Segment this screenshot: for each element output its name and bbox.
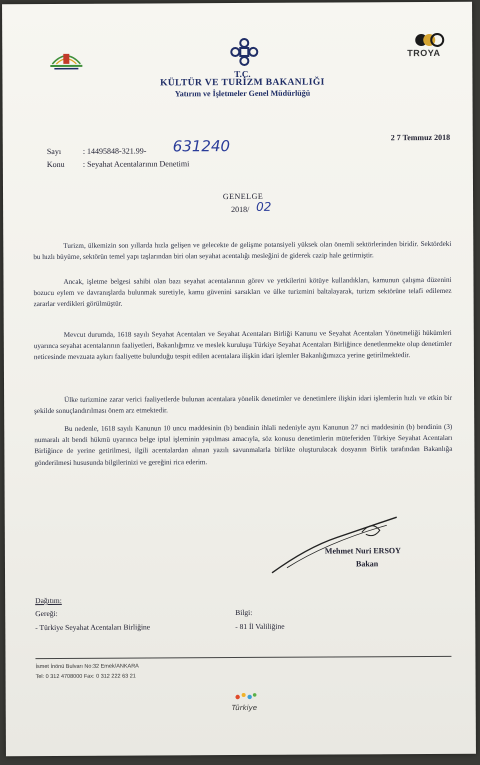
signatory-name: Mehmet Nuri ERSOY — [324, 546, 401, 556]
paragraph-1: Turizm, ülkemizin son yıllarda hızla gelişen ve gelecekte de gelişme potansiyeli yüksek olan önemli sektörlerinden biridir. Sektördeki bu hızlı büyüme, sektörün temel yapı taşlarından biri olan seyahat acentalığı mesleğini de giderek cazip hale getirmiştir. — [33, 239, 452, 262]
header-department: Yatırım ve İşletmeler Genel Müdürlüğü — [174, 88, 311, 99]
signatory-title: Bakan — [355, 559, 379, 569]
ministry-emblem-icon — [229, 37, 259, 67]
turkiye-logo-text: Türkiye — [231, 703, 258, 713]
gerekli-item: - Türkiye Seyahat Acentaları Birliğine — [35, 622, 151, 633]
footer-phone: Tel: 0 312 4708000 Fax: 0 312 222 63 21 — [35, 673, 136, 681]
paragraph-5: Bu nedenle, 1618 sayılı Kanunun 10 uncu maddesinin (b) bendinin ihlali nedeniyle aynı Kanunun 27 nci maddesinin (b) bendinin (3) numaralı alt bendi hükmü uyarınca belge iptal işleminin yapılması amacıyla, söz konusu denetimlerin müteferiden Türkiye Seyahat Acentaları Birliğince de yerine getirilmesi, ilgili acentalardan alınan yazılı savunmalarla birlikte oluşturulacak dosyanın Birlik tarafından Bakanlığa gönderilmesi hususunda bilgilerinizi ve gereğini rica ederim. — [34, 422, 453, 467]
document-page — [2, 2, 476, 756]
konu-value: : Seyahat Acentalarının Denetimi — [82, 159, 190, 169]
paragraph-3: Mevcut durumda, 1618 sayılı Seyahat Acentaları ve Seyahat Acentaları Birliği Kanunu ve Seyahat Acentaları Yönetmeliği hükümleri uyarınca seyahat acentalarının faaliyetleri, Bakanlığımız ve meslek kuruluşu Türkiye Seyahat Acentaları Birliğince denetlenmekte olup denetimler neticesinde mevzuata aykırı faaliyette bulunduğu tespit edilen acentalara ilişkin idari işlemler Bakanlığımızca yerine getirilmektedir. — [33, 328, 452, 362]
document-number-handwritten: 02 — [256, 199, 272, 214]
handwritten-signature — [267, 507, 407, 578]
bilgi-item: - 81 İl Valiliğine — [235, 621, 285, 632]
konu-label: Konu — [46, 159, 65, 170]
paragraph-4: Ülke turizmine zarar verici faaliyetlerde bulunan acentalara yönelik denetimler ve denetimlere ilişkin idari işlemlerin hızlı ve etkin bir şekilde sonuçlandırılması önem arz etmektedir. — [34, 393, 453, 416]
gerekli-label: Gereği: — [35, 608, 58, 619]
header-ministry: KÜLTÜR VE TURİZM BAKANLIĞI — [160, 77, 325, 89]
header-tc: T.C. — [234, 68, 251, 80]
distribution-label: Dağıtım: — [35, 595, 62, 606]
sayi-label: Sayı — [46, 146, 62, 157]
ministry-anniversary-logo — [46, 44, 86, 72]
paragraph-2: Ancak, işletme belgesi sahibi olan bazı seyahat acentalarının görev ve yetkilerini kötüye kullandıkları, kamunun çalışma düzenini bozucu eylem ve davranışlarda bulunmak suretiyle, kamu güvenini sarsıkları ve ülke turizmini baltalayarak, turizm sektörüne telafi edilemez zararlar verdikleri görülmüştür. — [33, 275, 452, 309]
document-date: 2 7 Temmuz 2018 — [390, 132, 451, 143]
document-number-prefix: 2018/ — [231, 204, 250, 215]
sayi-value: : 14495848-321.99- — [82, 146, 147, 156]
sayi-handwritten-number: 631240 — [172, 137, 231, 156]
troya-logo-text: TROYA — [407, 47, 441, 59]
footer-address: İsmet İnönü Bulvarı No:32 Emek/ANKARA — [35, 663, 139, 671]
bilgi-label: Bilgi: — [235, 607, 253, 618]
document-title: GENELGE — [222, 191, 264, 202]
footer-divider — [35, 656, 451, 659]
